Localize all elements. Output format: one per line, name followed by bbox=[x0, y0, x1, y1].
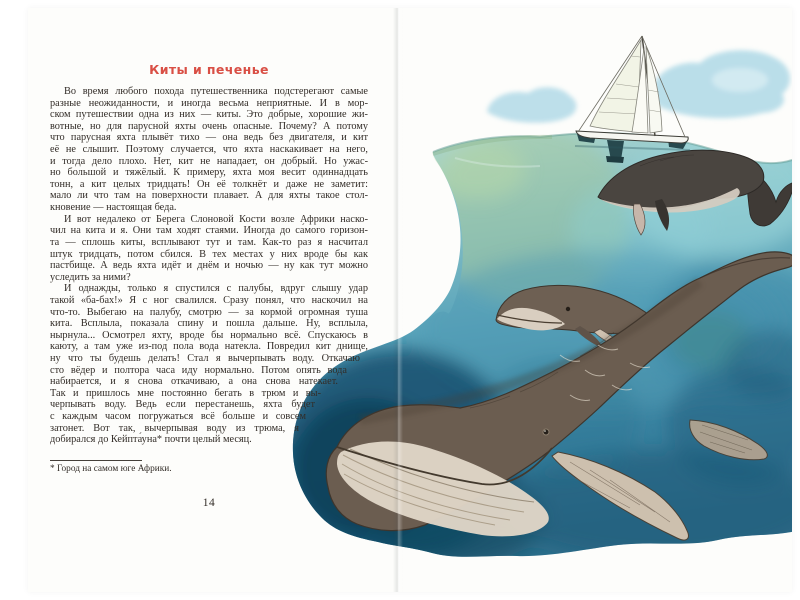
text-line: с каждым часом погружаться всё больше и совсем bbox=[50, 411, 306, 423]
book-spine-crease bbox=[393, 8, 403, 592]
cloud-left bbox=[487, 87, 576, 123]
text-line: сто вёдер и полтора часа иду нормально. Потом опять вода bbox=[50, 364, 347, 376]
keel-bulb bbox=[606, 156, 624, 163]
text-line: каюту, а там уже из-под пола вода натекла. Повредил кит днище, bbox=[50, 341, 368, 353]
text-line: уследить за ними? bbox=[50, 271, 131, 283]
text-line: ском путешествии одна из них — киты. Это добрые, хорошие жи- bbox=[50, 109, 368, 121]
text-line: тонн, а кит целых тридцать! Он её толкнёт и даже не заметит: bbox=[50, 178, 368, 190]
left-page-text bbox=[50, 0, 368, 600]
text-line: вотные, но для парусной яхты очень опасные. Почему? А потому bbox=[50, 120, 368, 132]
text-line: такой «ба-бах!» Я с ног свалился. Сразу понял, что наскочил на bbox=[50, 294, 368, 306]
footnote-text: * Город на самом юге Африки. bbox=[50, 464, 172, 474]
chapter-title: Киты и печенье bbox=[149, 62, 269, 77]
text-line: штук тридцать, потом сбился. В тех местах у них вроде бы как bbox=[50, 248, 368, 260]
calf-eye bbox=[566, 307, 570, 311]
text-line: нырнула... Осмотрел яхту, вроде бы нормально всё. Спускаюсь в bbox=[50, 329, 368, 341]
main-sail bbox=[590, 40, 641, 132]
text-line: И однажды, только я спустился с палубы, вдруг слышу удар bbox=[64, 283, 368, 295]
text-line: кновение — настоящая беда. bbox=[50, 202, 177, 214]
body-text bbox=[50, 86, 368, 446]
text-line: чил на кита и я. Они там ходят стаями. Иногда до са́мого горизон- bbox=[50, 225, 368, 237]
text-line: затонет. Вот так, вычерпывая воду из трюма, я bbox=[50, 422, 299, 434]
text-line: И вот недалеко от Берега Слоновой Кости возле Африки наско- bbox=[64, 213, 368, 225]
text-line: черпывать воду. Ведь если перестанешь, яхта будет bbox=[50, 399, 315, 411]
text-line: её не слышит. Поэтому случается, что яхта наскакивает на него, bbox=[50, 144, 368, 156]
text-line: ну что ты будешь делать! Стал я вычерпывать воду. Откачаю bbox=[50, 353, 360, 365]
text-line: мало ли что там на поверхности плавает. А для яхты такое стол- bbox=[50, 190, 368, 202]
text-line: пастбище. А ведь яхта идёт и днём и ночью — ну как тут можно bbox=[50, 260, 368, 272]
text-line: но большой и тяжёлый. К примеру, яхта моя весит одиннадцать bbox=[50, 167, 368, 179]
footnote bbox=[50, 460, 250, 475]
cloud-highlight bbox=[712, 68, 768, 92]
text-line: добирался до Кейпта́уна* почти целый месяц. bbox=[50, 434, 252, 446]
text-line: что парусная яхта плывёт тихо — она ведь без двигателя, и кит bbox=[50, 132, 368, 144]
text-line: набирается, и я снова откачиваю, а она снова натекает. bbox=[50, 376, 338, 388]
text-line: кита. Всплыла, показала спину и пошла дальше. Ну, всплыла, bbox=[50, 318, 368, 330]
text-line: разные неожиданности, и иногда весьма неприятные. И в мор- bbox=[50, 97, 368, 109]
text-line: Так и пришлось мне постоянно бегать в трюм и вы- bbox=[50, 387, 321, 399]
page-number: 14 bbox=[202, 497, 216, 509]
text-line: и тогда дело плохо. Нет, кит не нападает, он добрый. Но ужас- bbox=[50, 155, 368, 167]
text-line: та — сплошь киты, всплывают тут и там. Как-то раз я насчитал bbox=[50, 236, 368, 248]
footnote-rule bbox=[50, 460, 142, 461]
text-line: что-то. Выбегаю на палубу, смотрю — за кормой огромная туша bbox=[50, 306, 368, 318]
mother-eye bbox=[543, 429, 549, 435]
text-line: Во время любого похода путешественника подстерегают самые bbox=[64, 86, 368, 97]
